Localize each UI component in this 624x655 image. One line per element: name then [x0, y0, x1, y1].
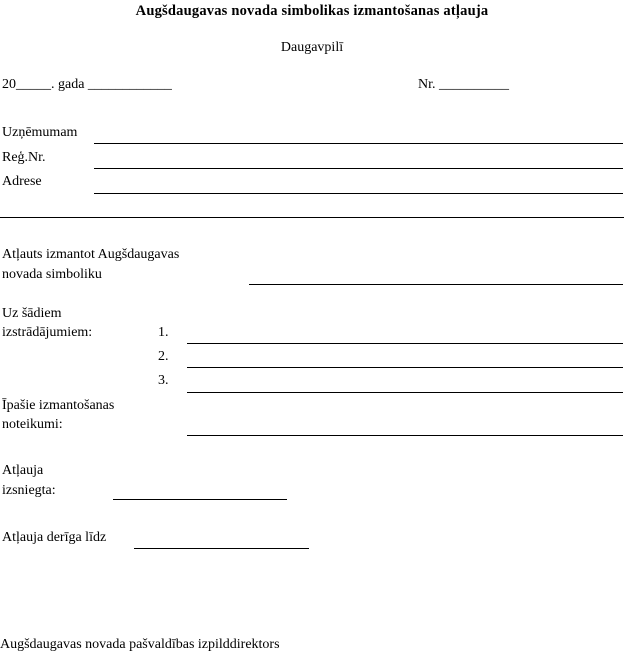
- signature-label: Augšdaugavas novada pašvaldības izpilddirektors: [0, 637, 280, 652]
- product-1-field-line: [187, 343, 623, 344]
- document-title: Augšdaugavas novada simbolikas izmantošanas atļauja: [135, 3, 489, 19]
- products-label-line-2: izstrādājumiem:: [2, 325, 93, 340]
- company-field-line: [94, 143, 623, 144]
- product-number-3: 3.: [158, 373, 169, 388]
- conditions-label-line-2: noteikumi:: [2, 417, 63, 432]
- number-line: Nr. __________: [418, 77, 509, 92]
- conditions-field-line: [187, 435, 623, 436]
- product-number-1: 1.: [158, 325, 169, 340]
- products-label-line-1: Uz šādiem: [2, 306, 62, 321]
- product-number-2: 2.: [158, 349, 169, 364]
- product-3-field-line: [187, 392, 623, 393]
- permission-text-line-1: Atļauts izmantot Augšdaugavas: [2, 247, 180, 262]
- reg-nr-field-line: [94, 168, 623, 169]
- document-city: Daugavpilī: [280, 40, 344, 55]
- permission-text-line-2: novada simboliku: [2, 267, 102, 282]
- issued-label-line-1: Atļauja: [2, 463, 44, 478]
- issued-date-field-line: [113, 499, 287, 500]
- symbolism-field-line: [249, 284, 623, 285]
- reg-nr-label: Reģ.Nr.: [2, 150, 46, 165]
- address-label: Adrese: [2, 174, 42, 189]
- conditions-label-line-1: Īpašie izmantošanas: [2, 398, 115, 413]
- product-2-field-line: [187, 367, 623, 368]
- section-divider: [0, 217, 624, 218]
- issued-label-line-2: izsniegta:: [2, 483, 56, 498]
- date-line: 20_____. gada ____________: [2, 77, 172, 92]
- company-label: Uzņēmumam: [2, 125, 78, 140]
- address-field-line: [94, 193, 623, 194]
- valid-until-field-line: [134, 548, 309, 549]
- valid-until-label: Atļauja derīga līdz: [2, 530, 107, 545]
